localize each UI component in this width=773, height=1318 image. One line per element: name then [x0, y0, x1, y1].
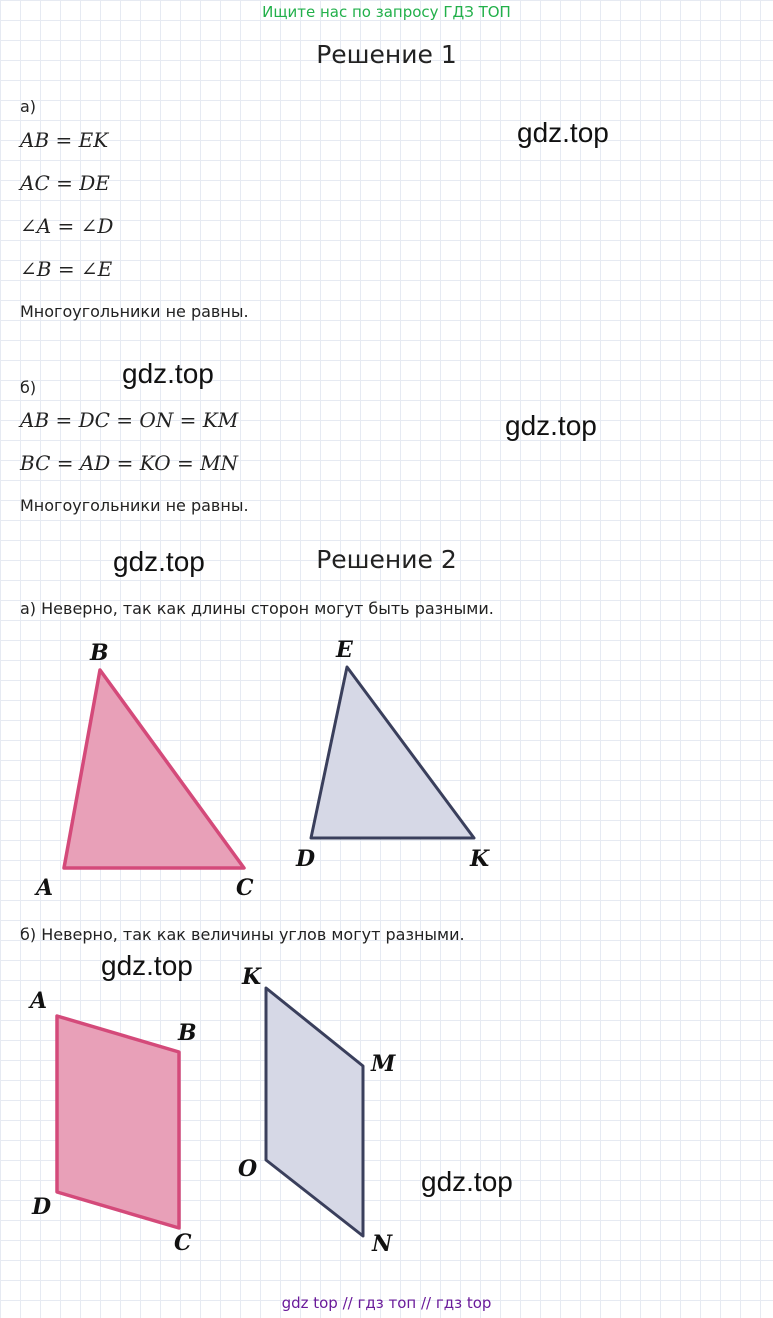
quadrilateral-kmno [266, 988, 363, 1236]
watermark-text: gdz.top [505, 410, 597, 441]
watermark-text: gdz.top [122, 358, 214, 389]
search-banner: Ищите нас по запросу ГДЗ ТОП [262, 3, 511, 21]
part-a-conclusion: Многоугольники не равны. [20, 302, 249, 321]
vertex-label-n: N [372, 1231, 393, 1257]
solution-2-part-a-text: а) Неверно, так как длины сторон могут быть разными. [20, 599, 494, 618]
watermark-text: gdz.top [101, 950, 193, 981]
triangle-dek [311, 667, 474, 838]
equation-line: ∠B = ∠E [20, 257, 113, 281]
solution-2-part-b-text: б) Неверно, так как величины углов могут разными. [20, 925, 465, 944]
equation-line: BC = AD = KO = MN [20, 451, 239, 475]
watermark-text: gdz.top [517, 117, 609, 148]
part-a-label: а) [20, 97, 37, 116]
vertex-label-m: M [371, 1051, 396, 1077]
vertex-label-o: O [238, 1156, 258, 1182]
vertex-label-b: B [90, 640, 109, 666]
quadrilateral-abcd [57, 1016, 179, 1228]
part-b-conclusion: Многоугольники не равны. [20, 496, 249, 515]
equation-line: AB = EK [20, 128, 109, 152]
solution-1-title: Решение 1 [316, 40, 457, 69]
vertex-label-a: A [30, 988, 48, 1014]
solution-2-title: Решение 2 [316, 545, 457, 574]
triangle-abc [64, 670, 244, 868]
part-b-label: б) [20, 378, 37, 397]
watermark-text: gdz.top [113, 546, 205, 577]
vertex-label-k: K [242, 964, 262, 990]
equation-line: ∠A = ∠D [20, 214, 114, 238]
vertex-label-k: K [470, 846, 490, 872]
vertex-label-c: C [236, 875, 254, 901]
vertex-label-b: B [178, 1020, 197, 1046]
vertex-label-c: C [174, 1230, 192, 1256]
equation-line: AB = DC = ON = KM [20, 408, 239, 432]
equation-line: AC = DE [20, 171, 110, 195]
watermark-text: gdz.top [421, 1166, 513, 1197]
footer-links: gdz top // гдз топ // гдз top [281, 1294, 492, 1312]
vertex-label-d: D [32, 1194, 52, 1220]
vertex-label-d: D [296, 846, 316, 872]
vertex-label-e: E [336, 637, 353, 663]
vertex-label-a: A [36, 875, 54, 901]
